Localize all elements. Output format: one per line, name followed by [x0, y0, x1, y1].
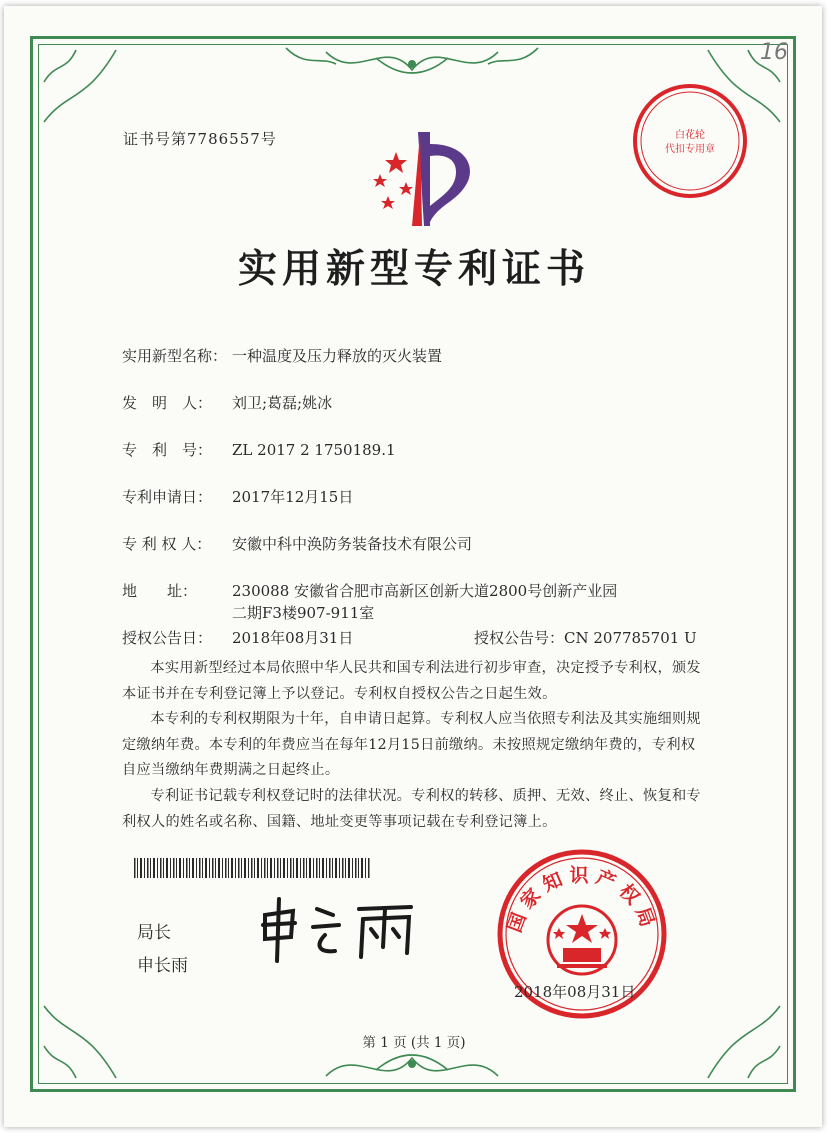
field-value: 2017年12月15日 [232, 488, 354, 506]
field-patent-number [122, 439, 396, 460]
field-grant-date [122, 627, 353, 648]
handwritten-signature [255, 895, 425, 965]
certificate-title: 实用新型专利证书 [237, 246, 590, 292]
certificate-number: 证书号第7786557号 [123, 130, 277, 148]
field-grant-number [474, 627, 697, 648]
address-line-1: 230088 安徽省合肥市高新区创新大道2800号创新产业园 [232, 582, 618, 600]
field-value: ZL 2017 2 1750189.1 [232, 441, 396, 459]
agency-seal [630, 82, 750, 200]
paragraph-3: 专利证书记载专利权登记时的法律状况。专利权的转移、质押、无效、终止、恢复和专利权人的姓名或名称、国籍、地址变更等事项记载在专利登记簿上。 [122, 788, 701, 830]
field-label: 专 利 权 人： [122, 535, 212, 553]
field-patentee [122, 533, 472, 554]
page-indicator: 第 1 页 (共 1 页) [362, 1035, 466, 1051]
agency-seal-center-1: 白花轮 [675, 130, 705, 141]
field-application-date [122, 486, 353, 507]
field-label: 专 利 号： [122, 441, 213, 459]
field-value: 一种温度及压力释放的灭火装置 [232, 347, 443, 365]
director-name: 申长雨 [137, 956, 188, 976]
field-label: 发 明 人： [122, 394, 213, 412]
field-address [122, 580, 617, 601]
cnipa-logo [368, 122, 484, 232]
field-label: 专利申请日： [122, 488, 213, 506]
national-emblem-icon [548, 906, 616, 974]
field-label: 地 址： [122, 582, 198, 600]
field-label: 实用新型名称： [122, 347, 228, 365]
field-utility-model-name [122, 345, 442, 366]
field-inventors [122, 392, 332, 413]
paragraph-1: 本实用新型经过本局依照中华人民共和国专利法进行初步审查，决定授予专利权，颁发本证书并在专利登记簿上予以登记。专利权自授权公告之日起生效。 [122, 660, 701, 702]
field-value: 刘卫;葛磊;姚冰 [232, 394, 333, 412]
address-line-2: 二期F3楼907-911室 [232, 604, 375, 622]
seal-date: 2018年08月31日 [514, 983, 636, 1001]
director-title: 局长 [137, 923, 171, 943]
handwritten-note: 16 [760, 40, 788, 65]
field-label: 授权公告号： [474, 629, 565, 647]
paragraph-2: 本专利的专利权期限为十年，自申请日起算。专利权人应当依照专利法及其实施细则规定缴纳年费。本专利的年费应当在每年12月15日前缴纳。未按照规定缴纳年费的，专利权自应当缴纳年费期满之日起终止。 [122, 711, 701, 778]
barcode [134, 858, 370, 878]
field-value: CN 207785701 U [564, 629, 697, 647]
field-value: 安徽中科中涣防务装备技术有限公司 [232, 535, 473, 553]
agency-seal-center-2: 代扣专用章 [665, 144, 715, 155]
field-label: 授权公告日： [122, 629, 213, 647]
field-value: 2018年08月31日 [232, 629, 354, 647]
seal-text: 国家知识产权局 [503, 864, 661, 936]
